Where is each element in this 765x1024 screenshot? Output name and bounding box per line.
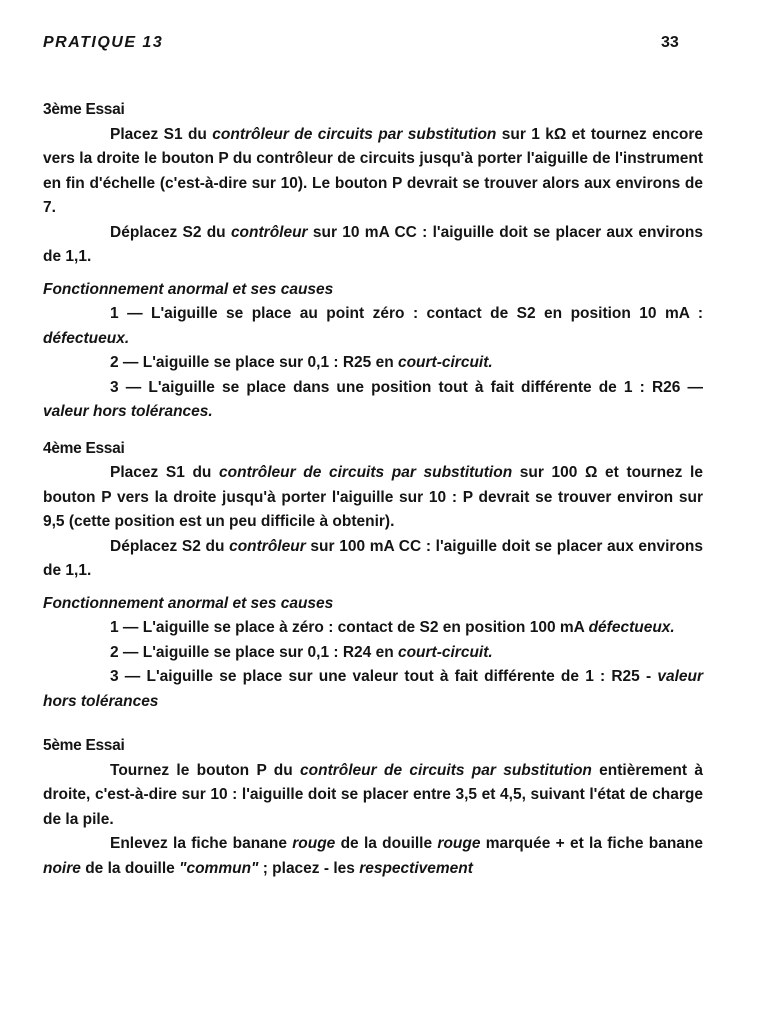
paragraph	[43, 832, 703, 881]
text-run-italic: contrôleur de circuits par substitution	[212, 125, 497, 143]
text-run: 3 — L'aiguille se place dans une position tout à fait différente de 1 : R26 —	[110, 378, 703, 396]
running-header-title: PRATIQUE 13	[43, 34, 164, 51]
section-title-essai-3: 3ème Essai	[43, 101, 125, 118]
text-run: Placez S1 du	[110, 464, 220, 481]
text-run: 3 — L'aiguille se place sur une valeur tout à fait différente de 1 : R25 -	[110, 668, 658, 685]
subsection-title: Fonctionnement anormal et ses causes	[43, 594, 334, 612]
text-run-italic: rouge	[292, 835, 336, 852]
text-run-italic: "commun"	[179, 859, 259, 877]
text-run-italic: court-circuit.	[397, 643, 493, 661]
text-run: Placez S1 du	[110, 125, 213, 143]
text-run-italic: contrôleur de circuits par substitution	[219, 464, 513, 481]
text-run-italic: valeur hors tolérances	[43, 668, 703, 710]
text-run: marquée + et la fiche banane	[480, 835, 703, 852]
subsection-title: Fonctionnement anormal et ses causes	[43, 280, 334, 298]
text-run: ; placez - les	[258, 859, 360, 877]
text-run: Déplacez S2 du	[110, 223, 231, 241]
text-run: de la douille	[80, 859, 180, 877]
section-title-essai-4: 4ème Essai	[43, 439, 125, 457]
text-run: 1 — L'aiguille se place à zéro : contact de S2 en position 100 mA	[110, 619, 589, 636]
text-run: sur 10 mA CC : l'aiguille doit se placer aux environs de 1,1.	[43, 223, 703, 265]
text-run-italic: court-circuit.	[397, 354, 493, 371]
text-run-italic: contrôleur	[229, 537, 306, 555]
paragraph	[43, 461, 703, 535]
text-run: 1 — L'aiguille se place au point zéro : contact de S2 en position 10 mA :	[110, 305, 703, 322]
text-run: sur 100 mA CC : l'aiguille doit se placer aux environs de 1,1.	[43, 537, 703, 579]
paragraph	[43, 535, 703, 584]
text-run-italic: noire	[43, 859, 81, 877]
text-run: sur 1 kΩ et tournez encore vers la droite le bouton P du contrôleur de circuits jusqu'à porter l'aiguille de l'instrument en fin d'échelle (c'est-à-dire sur 10). Le bouton P devrait se trouver alors aux environs de 7.	[43, 125, 703, 216]
text-run: Tournez le bouton P du	[110, 761, 301, 779]
paragraph	[43, 759, 703, 833]
text-run-italic: respectivement	[359, 859, 473, 877]
text-run-italic: contrôleur	[230, 223, 308, 241]
text-run: Enlevez la fiche banane	[110, 835, 293, 852]
page-number: 33	[661, 34, 679, 51]
list-item	[43, 376, 703, 425]
list-item	[43, 641, 703, 666]
text-run-italic: valeur hors tolérances.	[43, 403, 213, 420]
text-run: Déplacez S2 du	[110, 537, 230, 555]
list-item	[43, 616, 703, 641]
body-text	[43, 98, 703, 881]
text-run-italic: rouge	[437, 835, 481, 852]
text-run-italic: contrôleur de circuits par substitution	[300, 761, 592, 779]
list-item	[43, 351, 703, 376]
section-title-essai-5: 5ème Essai	[43, 737, 125, 754]
text-run: 2 — L'aiguille se place sur 0,1 : R25 en	[110, 354, 398, 371]
paragraph	[43, 221, 703, 270]
list-item	[43, 302, 703, 351]
text-run: entièrement à droite, c'est-à-dire sur 10 : l'aiguille doit se placer entre 3,5 et 4,5, suivant l'état de charge de la pile.	[43, 761, 703, 828]
text-run: de la douille	[335, 835, 438, 852]
text-run: sur 100 Ω et tournez le bouton P vers la droite jusqu'à porter l'aiguille sur 10 : P devrait se trouver environ sur 9,5 (cette position est un peu difficile à obtenir).	[43, 464, 703, 530]
list-item	[43, 665, 703, 714]
paragraph	[43, 123, 703, 221]
text-run-italic: défectueux.	[588, 619, 675, 636]
text-run: 2 — L'aiguille se place sur 0,1 : R24 en	[110, 643, 398, 661]
text-run-italic: défectueux.	[43, 329, 130, 347]
